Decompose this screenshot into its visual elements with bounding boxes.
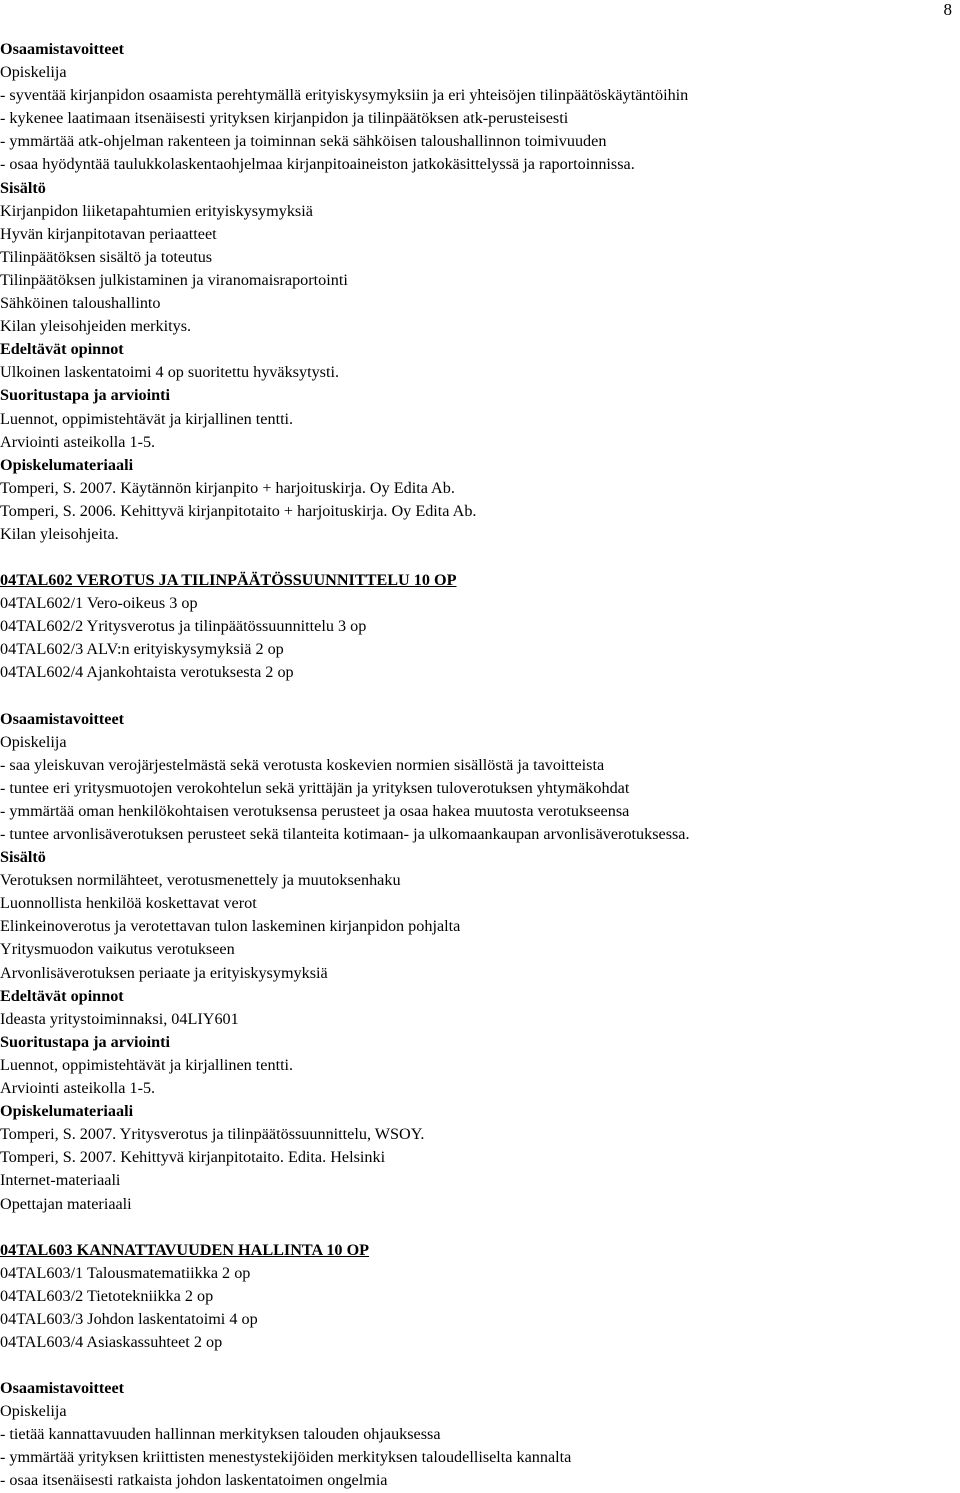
content-item: Yritysmuodon vaikutus verotukseen (0, 940, 235, 959)
heading-osaamistavoitteet: Osaamistavoitteet (0, 1379, 125, 1398)
content-item: Tilinpäätöksen sisältö ja toteutus (0, 247, 213, 266)
student-label: Opiskelija (0, 63, 67, 82)
module-item: 04TAL603/1 Talousmatematiikka 2 op (0, 1263, 251, 1282)
goal-item: - saa yleiskuvan verojärjestelmästä sekä verotusta koskevien normien sisällöstä ja tavoitteista (0, 755, 605, 774)
section-spacer (0, 546, 955, 569)
heading-opiskelumateriaali: Opiskelumateriaali (0, 1102, 134, 1121)
section-spacer (0, 685, 955, 708)
content-item: Kilan yleisohjeiden merkitys. (0, 317, 192, 336)
section-3 (0, 1239, 955, 1493)
material-item: Tomperi, S. 2007. Käytännön kirjanpito + harjoituskirja. Oy Edita Ab. (0, 478, 455, 497)
heading-osaamistavoitteet: Osaamistavoitteet (0, 709, 125, 728)
goal-item: - tuntee arvonlisäverotuksen perusteet sekä tilanteita kotimaan- ja ulkomaankaupan arvonlisäverotuksessa. (0, 825, 690, 843)
heading-opiskelumateriaali: Opiskelumateriaali (0, 455, 134, 474)
goal-item: - tietää kannattavuuden hallinnan merkityksen talouden ohjauksessa (0, 1425, 441, 1444)
content-item: Arvonlisäverotuksen periaate ja erityiskysymyksiä (0, 963, 328, 982)
material-item: Tomperi, S. 2007. Yritysverotus ja tilinpäätössuunnittelu, WSOY. (0, 1125, 425, 1144)
section-spacer (0, 1216, 955, 1239)
content-item: Luonnollista henkilöä koskettavat verot (0, 894, 257, 913)
goal-item: - syventää kirjanpidon osaamista perehtymällä erityiskysymyksiin ja eri yhteisöjen tilinpäätöskäytäntöihin (0, 86, 689, 105)
heading-sisalto: Sisältö (0, 848, 46, 867)
method-item: Arviointi asteikolla 1-5. (0, 432, 156, 451)
goal-item: - osaa hyödyntää taulukkolaskentaohjelmaa kirjanpitoaineiston jatkokäsittelyssä ja raportoinnissa. (0, 155, 635, 174)
heading-edeltavat-opinnot: Edeltävät opinnot (0, 340, 124, 359)
module-item: 04TAL602/4 Ajankohtaista verotuksesta 2 op (0, 663, 294, 682)
module-item: 04TAL603/4 Asiaskassuhteet 2 op (0, 1332, 223, 1351)
goal-item: - ymmärtää yrityksen kriittisten menestystekijöiden merkityksen taloudelliselta kannalta (0, 1448, 572, 1467)
heading-suoritustapa: Suoritustapa ja arviointi (0, 386, 170, 405)
heading-edeltavat-opinnot: Edeltävät opinnot (0, 986, 124, 1005)
module-item: 04TAL602/1 Vero-oikeus 3 op (0, 594, 198, 613)
module-item: 04TAL602/2 Yritysverotus ja tilinpäätössuunnittelu 3 op (0, 617, 367, 636)
material-item: Kilan yleisohjeita. (0, 524, 119, 543)
section-1 (0, 38, 955, 546)
heading-sisalto: Sisältö (0, 178, 46, 197)
page-number: 8 (943, 0, 952, 19)
section-spacer (0, 1354, 955, 1377)
goal-item: - osaa itsenäisesti ratkaista johdon laskentatoimen ongelmia (0, 1471, 388, 1490)
content-item: Hyvän kirjanpitotavan periaatteet (0, 224, 217, 243)
goal-item: - ymmärtää atk-ohjelman rakenteen ja toiminnan sekä sähköisen taloushallinnon toimivuuden (0, 132, 607, 151)
method-item: Luennot, oppimistehtävät ja kirjallinen tentti. (0, 409, 294, 428)
material-item: Internet-materiaali (0, 1171, 121, 1190)
content-item: Verotuksen normilähteet, verotusmenettely ja muutoksenhaku (0, 871, 401, 890)
prerequisite-text: Ulkoinen laskentatoimi 4 op suoritettu hyväksytysti. (0, 363, 340, 382)
module-item: 04TAL603/2 Tietotekniikka 2 op (0, 1286, 214, 1305)
material-item: Tomperi, S. 2007. Kehittyvä kirjanpitotaito. Edita. Helsinki (0, 1148, 386, 1167)
heading-osaamistavoitteet: Osaamistavoitteet (0, 40, 125, 58)
module-item: 04TAL603/3 Johdon laskentatoimi 4 op (0, 1309, 258, 1328)
goal-item: - tuntee eri yritysmuotojen verokohtelun sekä yrittäjän ja yrityksen tuloverotuksen yhtymäkohdat (0, 778, 630, 797)
method-item: Arviointi asteikolla 1-5. (0, 1079, 156, 1098)
document-body (0, 38, 955, 1493)
section-2 (0, 569, 955, 1216)
course-title: 04TAL603 KANNATTAVUUDEN HALLINTA 10 OP (0, 1240, 370, 1259)
method-item: Luennot, oppimistehtävät ja kirjallinen tentti. (0, 1055, 294, 1074)
content-item: Kirjanpidon liiketapahtumien erityiskysymyksiä (0, 201, 313, 220)
module-item: 04TAL602/3 ALV:n erityiskysymyksiä 2 op (0, 640, 284, 659)
goal-item: - kykenee laatimaan itsenäisesti yrityksen kirjanpidon ja tilinpäätöksen atk-perusteisesti (0, 109, 569, 128)
content-item: Elinkeinoverotus ja verotettavan tulon laskeminen kirjanpidon pohjalta (0, 917, 461, 936)
heading-suoritustapa: Suoritustapa ja arviointi (0, 1032, 170, 1051)
content-item: Sähköinen taloushallinto (0, 294, 161, 313)
goal-item: - ymmärtää oman henkilökohtaisen verotuksensa perusteet ja osaa hakea muutosta verotukseensa (0, 801, 630, 820)
student-label: Opiskelija (0, 732, 67, 751)
student-label: Opiskelija (0, 1402, 67, 1421)
prerequisite-text: Ideasta yritystoiminnaksi, 04LIY601 (0, 1009, 239, 1028)
material-item: Tomperi, S. 2006. Kehittyvä kirjanpitotaito + harjoituskirja. Oy Edita Ab. (0, 501, 477, 520)
content-item: Tilinpäätöksen julkistaminen ja viranomaisraportointi (0, 270, 348, 289)
course-title: 04TAL602 VEROTUS JA TILINPÄÄTÖSSUUNNITTELU 10 OP (0, 571, 457, 590)
material-item: Opettajan materiaali (0, 1194, 132, 1213)
